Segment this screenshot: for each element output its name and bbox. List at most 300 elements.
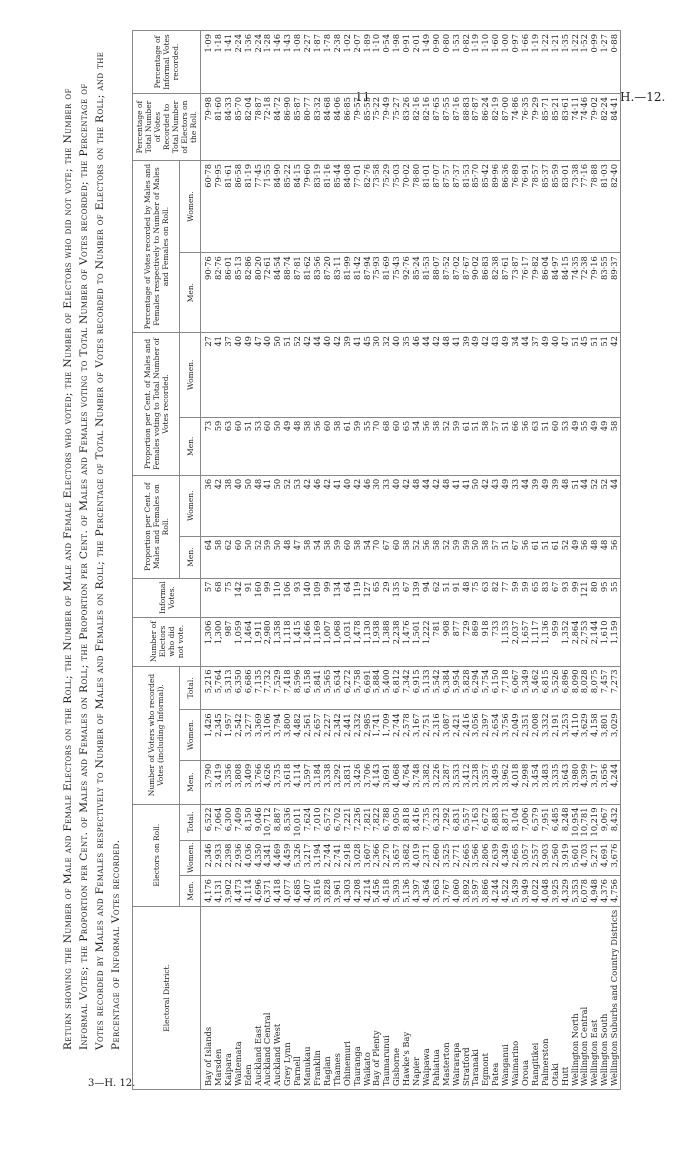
subheader-men: Men.: [180, 760, 201, 804]
table-row: [531, 31, 541, 1090]
table-cell: 51: [541, 417, 551, 475]
table-cell: 7,735: [422, 804, 432, 840]
table-cell: 8,818: [402, 804, 412, 840]
table-cell: 81·19: [244, 161, 254, 253]
table-cell: 42: [303, 475, 313, 536]
table-cell: 83·26: [402, 94, 412, 161]
table-cell: 78·80: [412, 161, 422, 253]
table-cell: 10,781: [580, 804, 590, 840]
district-name: Waikato: [363, 906, 373, 1089]
table-cell: 42: [323, 475, 333, 536]
table-cell: 48: [442, 333, 452, 418]
header-prop-on-roll: Proportion per Cent. of Males and Females on Roll.: [133, 475, 180, 578]
table-cell: 78·57: [531, 161, 541, 253]
table-row: [254, 31, 264, 1090]
table-cell: 6,788: [382, 804, 392, 840]
table-cell: 79·82: [531, 253, 541, 333]
table-cell: 47: [254, 333, 264, 418]
table-cell: 60: [392, 536, 402, 578]
table-cell: 85·87: [293, 94, 303, 161]
table-cell: 3,217: [303, 840, 313, 875]
table-cell: 3,980: [571, 760, 581, 804]
table-cell: 44: [610, 475, 620, 536]
table-cell: 2,665: [511, 840, 521, 875]
table-cell: 2,008: [531, 710, 541, 760]
table-cell: 4,077: [283, 876, 293, 907]
table-cell: 0·97: [511, 31, 521, 94]
table-cell: 0·80: [442, 31, 452, 94]
table-cell: 5,954: [452, 666, 462, 710]
table-cell: 5,326: [293, 840, 303, 875]
table-cell: 78·87: [254, 94, 264, 161]
table-cell: 86·04: [541, 253, 551, 333]
table-cell: 2,864: [571, 617, 581, 666]
table-cell: 7,529: [273, 666, 283, 710]
table-cell: 56: [313, 417, 323, 475]
table-cell: 41: [333, 475, 343, 536]
table-cell: 6,384: [442, 666, 452, 710]
district-name: Hawke's Bay: [402, 906, 412, 1089]
table-row: [343, 31, 353, 1090]
table-cell: 2,316: [432, 710, 442, 760]
table-cell: 3,949: [521, 876, 531, 907]
table-cell: 5,133: [422, 666, 432, 710]
table-cell: 2,441: [343, 710, 353, 760]
table-cell: 2,741: [333, 840, 343, 875]
table-cell: 2,578: [402, 710, 412, 760]
table-cell: 4,518: [382, 876, 392, 907]
document-reference: H.—12.: [620, 90, 666, 104]
table-cell: 75·22: [372, 94, 382, 161]
subheader-men: Men.: [180, 417, 201, 475]
table-cell: 3,426: [353, 760, 363, 804]
table-cell: 99: [263, 578, 273, 617]
table-cell: 1·49: [422, 31, 432, 94]
table-cell: 6,883: [491, 804, 501, 840]
table-cell: 67: [511, 536, 521, 578]
table-cell: 58: [323, 536, 333, 578]
table-cell: 44: [521, 333, 531, 418]
table-cell: 83·61: [561, 94, 571, 161]
table-cell: 75: [224, 578, 234, 617]
table-cell: 84·68: [323, 94, 333, 161]
table-cell: 2,560: [551, 840, 561, 875]
table-cell: 79·98: [201, 94, 214, 161]
table-cell: 52: [442, 417, 452, 475]
table-cell: 60: [263, 417, 273, 475]
table-cell: 87·57: [442, 161, 452, 253]
table-cell: 4,407: [303, 876, 313, 907]
table-cell: 49: [541, 333, 551, 418]
table-cell: 3,029: [610, 710, 620, 760]
table-cell: 1,136: [541, 617, 551, 666]
table-cell: 2,933: [214, 840, 224, 875]
table-cell: 53: [293, 475, 303, 536]
table-cell: 3,663: [432, 876, 442, 907]
table-cell: 52: [600, 475, 610, 536]
table-cell: 74·46: [580, 94, 590, 161]
table-cell: 73·87: [511, 253, 521, 333]
table-cell: 4,110: [571, 710, 581, 760]
district-name: Wellington South: [600, 906, 610, 1089]
table-cell: 1,741: [372, 710, 382, 760]
table-cell: 41: [452, 475, 462, 536]
table-cell: 2,665: [462, 840, 472, 875]
district-name: Auckland Central: [263, 906, 273, 1089]
table-cell: 729: [462, 617, 472, 666]
table-row: [590, 31, 600, 1090]
table-cell: 1,031: [343, 617, 353, 666]
district-name: Thames: [333, 906, 343, 1089]
table-cell: 7,457: [600, 666, 610, 710]
table-cell: 68: [214, 578, 224, 617]
table-row: [422, 31, 432, 1090]
table-cell: 58: [610, 417, 620, 475]
table-cell: 77: [501, 578, 511, 617]
table-cell: 52: [590, 475, 600, 536]
district-name: Otaki: [551, 906, 561, 1089]
table-cell: 51: [244, 417, 254, 475]
table-cell: 3,597: [303, 760, 313, 804]
header-voters: Number of Voters who recorded Votes (including Informal).: [133, 666, 180, 804]
table-cell: 52: [293, 333, 303, 418]
table-cell: 81·69: [382, 253, 392, 333]
table-cell: 41: [214, 333, 224, 418]
district-name: Oroua: [521, 906, 531, 1089]
table-cell: 0·88: [610, 31, 620, 94]
table-cell: 83·55: [600, 253, 610, 333]
table-row: [541, 31, 551, 1090]
table-cell: 9,050: [392, 804, 402, 840]
table-cell: 85·55: [363, 94, 373, 161]
table-cell: 74·86: [511, 94, 521, 161]
table-cell: 58: [481, 417, 491, 475]
table-row: [263, 31, 273, 1090]
table-cell: 6,672: [481, 804, 491, 840]
table-cell: 1,306: [201, 617, 214, 666]
header-electors-on-roll: Electors on Roll.: [133, 804, 180, 906]
table-cell: 1·10: [481, 31, 491, 94]
table-cell: 48: [462, 578, 472, 617]
table-cell: 7,624: [303, 804, 313, 840]
table-cell: 87·65: [432, 94, 442, 161]
table-cell: 79·02: [590, 94, 600, 161]
table-cell: 77·45: [254, 161, 264, 253]
table-cell: 36: [201, 475, 214, 536]
table-cell: 2,806: [481, 840, 491, 875]
district-name: Masterton: [442, 906, 452, 1089]
table-cell: 42: [481, 475, 491, 536]
table-cell: 1·60: [491, 31, 501, 94]
table-cell: 39: [551, 475, 561, 536]
table-cell: 4,696: [254, 876, 264, 907]
table-cell: 6,067: [511, 666, 521, 710]
table-cell: 85·59: [551, 161, 561, 253]
table-cell: 1,415: [293, 617, 303, 666]
table-cell: 121: [580, 578, 590, 617]
table-cell: 3,332: [541, 710, 551, 760]
table-cell: 3,657: [392, 840, 402, 875]
table-cell: 1,709: [382, 710, 392, 760]
table-cell: 88·07: [432, 253, 442, 333]
district-name: Wanganui: [501, 906, 511, 1089]
table-cell: 1·08: [293, 31, 303, 94]
table-cell: 81·42: [353, 253, 363, 333]
table-cell: 3,808: [234, 760, 244, 804]
table-cell: 3,925: [551, 876, 561, 907]
table-cell: 90·76: [201, 253, 214, 333]
table-cell: 75·93: [372, 253, 382, 333]
table-cell: 4,459: [283, 840, 293, 875]
table-cell: 73·58: [372, 161, 382, 253]
district-name: Waitemata: [234, 906, 244, 1089]
table-cell: 76·89: [511, 161, 521, 253]
table-cell: 5,634: [333, 666, 343, 710]
table-cell: 85·70: [471, 161, 481, 253]
table-cell: 80·77: [303, 94, 313, 161]
table-cell: 83·01: [561, 161, 571, 253]
table-cell: 8,887: [273, 804, 283, 840]
district-name: Auckland East: [254, 906, 264, 1089]
table-cell: 2,398: [224, 840, 234, 875]
table-cell: 50: [244, 475, 254, 536]
table-cell: 2,342: [333, 710, 343, 760]
table-cell: 1,358: [273, 617, 283, 666]
table-cell: 81·62: [303, 253, 313, 333]
table-cell: 1,117: [531, 617, 541, 666]
table-cell: 65: [372, 578, 382, 617]
table-cell: 0·90: [432, 31, 442, 94]
table-cell: 44: [422, 475, 432, 536]
district-name: Kaipara: [224, 906, 234, 1089]
table-cell: 87·00: [501, 94, 511, 161]
table-row: [462, 31, 472, 1090]
table-cell: 87·07: [432, 161, 442, 253]
table-cell: 3,167: [412, 710, 422, 760]
table-cell: 2,936: [234, 840, 244, 875]
table-cell: 3,419: [214, 760, 224, 804]
table-cell: 3,767: [442, 876, 452, 907]
table-cell: 47: [293, 536, 303, 578]
table-cell: 48: [412, 475, 422, 536]
table-cell: 85·37: [541, 161, 551, 253]
table-cell: 82: [491, 578, 501, 617]
table-cell: 3,892: [462, 876, 472, 907]
table-cell: 1·52: [580, 31, 590, 94]
table-cell: 86·90: [283, 94, 293, 161]
table-cell: 1,222: [422, 617, 432, 666]
table-cell: 2,416: [462, 710, 472, 760]
table-cell: 85·44: [333, 161, 343, 253]
table-cell: 79·57: [353, 94, 363, 161]
table-cell: 3,566: [471, 840, 481, 875]
table-cell: 6,150: [491, 666, 501, 710]
table-cell: 70: [372, 536, 382, 578]
district-name: Grey Lynn: [283, 906, 293, 1089]
table-cell: 1·43: [283, 31, 293, 94]
table-cell: 4,376: [600, 876, 610, 907]
table-cell: 0·54: [382, 31, 392, 94]
table-cell: 78·88: [590, 161, 600, 253]
table-cell: 46: [412, 333, 422, 418]
table-cell: 58: [353, 536, 363, 578]
table-cell: 59: [511, 578, 521, 617]
table-cell: 60: [234, 417, 244, 475]
table-cell: 2,771: [452, 840, 462, 875]
table-cell: 87·61: [501, 253, 511, 333]
table-cell: 2,980: [263, 617, 273, 666]
table-cell: 42: [610, 333, 620, 418]
table-row: [481, 31, 491, 1090]
table-cell: 99: [323, 578, 333, 617]
table-cell: 86·36: [501, 161, 511, 253]
table-cell: 3,454: [531, 760, 541, 804]
table-row: [293, 31, 303, 1090]
table-cell: 67: [402, 578, 412, 617]
footer-reference: 3—H. 12.: [88, 1078, 136, 1089]
table-cell: 5,216: [201, 666, 214, 710]
table-row: [501, 31, 511, 1090]
table-cell: 7,951: [541, 804, 551, 840]
table-cell: 55: [363, 417, 373, 475]
table-cell: 5,526: [551, 666, 561, 710]
table-cell: 1·02: [343, 31, 353, 94]
district-name: Gisborne: [392, 906, 402, 1089]
table-cell: 81·03: [600, 161, 610, 253]
table-cell: 76·91: [521, 161, 531, 253]
table-cell: 1,476: [402, 617, 412, 666]
table-cell: 54: [363, 536, 373, 578]
table-cell: 4,019: [412, 840, 422, 875]
table-cell: 4,469: [273, 840, 283, 875]
table-cell: 4,626: [263, 760, 273, 804]
subheader-women: Women.: [180, 710, 201, 760]
table-cell: 4,482: [293, 710, 303, 760]
table-cell: 75·29: [382, 161, 392, 253]
table-cell: 6,350: [234, 666, 244, 710]
table-cell: 5,754: [481, 666, 491, 710]
header-pct-total: Percentage of Total Number of Votes Recorded to Total Number of Electors on the Roll.: [133, 94, 201, 161]
table-cell: 2,751: [422, 710, 432, 760]
table-cell: 80: [590, 578, 600, 617]
table-cell: 2,998: [521, 760, 531, 804]
table-cell: 3,800: [283, 710, 293, 760]
district-name: Parnell: [293, 906, 303, 1089]
table-cell: 3,056: [471, 710, 481, 760]
table-cell: 87·81: [293, 253, 303, 333]
table-cell: 1·53: [452, 31, 462, 94]
table-cell: 82·24: [600, 94, 610, 161]
table-cell: 1,938: [372, 617, 382, 666]
table-cell: 7,732: [263, 666, 273, 710]
table-cell: 57: [491, 536, 501, 578]
table-cell: 74·11: [571, 94, 581, 161]
table-cell: 2,657: [313, 710, 323, 760]
table-cell: 1,300: [214, 617, 224, 666]
table-cell: 5,456: [372, 876, 382, 907]
table-row: [214, 31, 224, 1090]
table-cell: 1,068: [333, 617, 343, 666]
table-cell: 70·02: [402, 161, 412, 253]
subheader-men: Men.: [180, 876, 201, 907]
district-name: Manukau: [303, 906, 313, 1089]
table-cell: 5,841: [313, 666, 323, 710]
table-cell: 4,764: [402, 760, 412, 804]
table-cell: 908: [442, 617, 452, 666]
table-cell: 0·91: [402, 31, 412, 94]
table-cell: 1,478: [353, 617, 363, 666]
table-cell: 72·61: [263, 253, 273, 333]
table-cell: 5,353: [571, 876, 581, 907]
table-cell: 87·02: [452, 253, 462, 333]
table-cell: 52: [254, 536, 264, 578]
table-cell: 93: [293, 578, 303, 617]
table-cell: 4,244: [610, 760, 620, 804]
table-cell: 1·21: [551, 31, 561, 94]
table-cell: 49: [541, 475, 551, 536]
table-cell: 59: [333, 536, 343, 578]
table-cell: 781: [432, 617, 442, 666]
table-cell: 62: [432, 578, 442, 617]
table-cell: 9,067: [600, 804, 610, 840]
table-cell: 2,918: [343, 840, 353, 875]
table-cell: 142: [234, 578, 244, 617]
table-cell: 2,049: [511, 710, 521, 760]
district-name: Bay of Islands: [201, 906, 214, 1089]
table-cell: 63: [224, 417, 234, 475]
table-cell: 77·16: [580, 161, 590, 253]
table-cell: 84·15: [293, 161, 303, 253]
table-row: [610, 31, 620, 1090]
table-cell: 4,691: [600, 840, 610, 875]
table-cell: 42: [481, 333, 491, 418]
table-cell: 37: [224, 333, 234, 418]
table-cell: 62: [224, 536, 234, 578]
table-cell: 61: [531, 536, 541, 578]
table-cell: 67: [382, 536, 392, 578]
table-cell: 4,685: [293, 876, 303, 907]
table-cell: 48: [561, 475, 571, 536]
table-cell: 77·01: [353, 161, 363, 253]
table-cell: 1·09: [201, 31, 214, 94]
district-name: Marsden: [214, 906, 224, 1089]
table-cell: 3,902: [224, 876, 234, 907]
table-row: [244, 31, 254, 1090]
table-cell: 4,018: [511, 760, 521, 804]
table-cell: 3,292: [333, 760, 343, 804]
table-cell: 6,579: [531, 804, 541, 840]
table-cell: 1·28: [263, 31, 273, 94]
table-cell: 84·54: [273, 253, 283, 333]
table-cell: 85·21: [551, 94, 561, 161]
table-cell: 88·83: [462, 94, 472, 161]
table-cell: 1·41: [224, 31, 234, 94]
table-cell: 6,572: [323, 804, 333, 840]
table-cell: 61: [343, 417, 353, 475]
table-cell: 4,349: [501, 840, 511, 875]
district-name: Tauranga: [353, 906, 363, 1089]
table-cell: 58: [333, 417, 343, 475]
table-cell: 1·78: [323, 31, 333, 94]
district-name: Hutt: [561, 906, 571, 1089]
table-cell: 49: [501, 475, 511, 536]
table-cell: 44: [580, 475, 590, 536]
table-cell: 46: [313, 475, 323, 536]
table-cell: 2,421: [452, 710, 462, 760]
table-cell: 38: [224, 475, 234, 536]
table-cell: 83·32: [313, 94, 323, 161]
table-cell: 3,028: [353, 840, 363, 875]
